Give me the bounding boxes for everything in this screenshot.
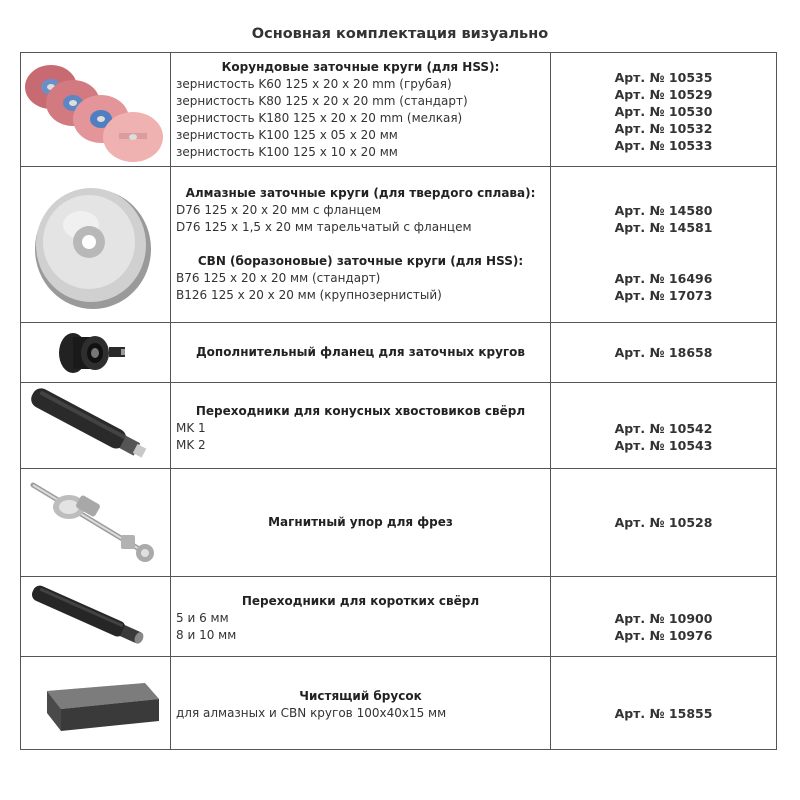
table-row bbox=[21, 577, 776, 657]
diamond-wheel-image bbox=[21, 167, 171, 322]
item-spec: зернистость K100 125 x 10 x 20 мм bbox=[176, 145, 398, 159]
equipment-table bbox=[20, 52, 777, 750]
table-row bbox=[21, 469, 776, 577]
article-number: Арт. № 18658 bbox=[614, 345, 713, 360]
item-title: Магнитный упор для фрез bbox=[268, 515, 453, 529]
article-number: Арт. № 10529 bbox=[614, 87, 713, 102]
item-spec: D76 125 x 20 x 20 мм с фланцем bbox=[176, 203, 382, 217]
item-title: Переходники для конусных хвостовиков свёрл bbox=[195, 404, 526, 418]
article-number: Арт. № 10535 bbox=[614, 70, 713, 85]
description-cell bbox=[171, 323, 551, 382]
item-spec: зернистость K60 125 x 20 x 20 mm (грубая) bbox=[176, 77, 452, 91]
item-title: Чистящий брусок bbox=[299, 689, 422, 703]
article-number: Арт. № 15855 bbox=[614, 706, 713, 721]
article-number: Арт. № 10542 bbox=[614, 421, 713, 436]
article-number: Арт. № 10533 bbox=[614, 138, 713, 153]
article-cell bbox=[551, 167, 776, 322]
item-spec: D76 125 x 1,5 x 20 мм тарельчатый с фланцем bbox=[176, 220, 472, 234]
item-title: Алмазные заточные круги (для твердого сплава): bbox=[185, 186, 536, 200]
item-spec: B76 125 x 20 x 20 мм (стандарт) bbox=[176, 271, 381, 285]
item-spec: для алмазных и CBN кругов 100x40x15 мм bbox=[176, 706, 447, 720]
cleaning-block-image bbox=[21, 657, 171, 749]
corundum-wheels-image bbox=[21, 53, 171, 166]
item-title: Корундовые заточные круги (для HSS): bbox=[221, 60, 500, 74]
article-cell bbox=[551, 577, 776, 656]
item-spec: зернистость K180 125 x 20 x 20 mm (мелкая) bbox=[176, 111, 463, 125]
article-number: Арт. № 10528 bbox=[614, 515, 713, 530]
item-title: Переходники для коротких свёрл bbox=[241, 594, 480, 608]
item-spec: зернистость K80 125 x 20 x 20 mm (стандарт) bbox=[176, 94, 468, 108]
flange-image bbox=[21, 323, 171, 382]
taper-adapter-image bbox=[21, 383, 171, 468]
item-spec: B126 125 x 20 x 20 мм (крупнозернистый) bbox=[176, 288, 442, 302]
description-cell bbox=[171, 383, 551, 468]
description-cell bbox=[171, 577, 551, 656]
item-spec: 5 и 6 мм bbox=[176, 611, 229, 625]
table-row bbox=[21, 657, 776, 749]
table-row bbox=[21, 383, 776, 469]
article-number: Арт. № 10532 bbox=[614, 121, 713, 136]
article-number: Арт. № 14580 bbox=[614, 203, 713, 218]
table-row bbox=[21, 167, 776, 323]
item-spec: MK 1 bbox=[176, 421, 206, 435]
article-cell bbox=[551, 657, 776, 749]
description-cell bbox=[171, 469, 551, 576]
description-cell bbox=[171, 657, 551, 749]
article-cell bbox=[551, 469, 776, 576]
item-spec: 8 и 10 мм bbox=[176, 628, 237, 642]
short-drill-adapter-image bbox=[21, 577, 171, 656]
item-subtitle: CBN (боразоновые) заточные круги (для HSS): bbox=[197, 254, 524, 268]
item-spec: MK 2 bbox=[176, 438, 206, 452]
article-number: Арт. № 10543 bbox=[614, 438, 713, 453]
article-number: Арт. № 10900 bbox=[614, 611, 713, 626]
item-title: Дополнительный фланец для заточных кругов bbox=[195, 345, 526, 359]
description-cell bbox=[171, 167, 551, 322]
description-cell bbox=[171, 53, 551, 166]
article-cell bbox=[551, 383, 776, 468]
article-number: Арт. № 16496 bbox=[614, 271, 713, 286]
article-number: Арт. № 17073 bbox=[614, 288, 713, 303]
page-title: Основная комплектация визуально bbox=[251, 26, 549, 42]
table-row bbox=[21, 323, 776, 383]
article-number: Арт. № 10530 bbox=[614, 104, 713, 119]
article-number: Арт. № 10976 bbox=[614, 628, 713, 643]
article-cell bbox=[551, 323, 776, 382]
magnetic-stop-image bbox=[21, 469, 171, 576]
article-number: Арт. № 14581 bbox=[614, 220, 713, 235]
item-spec: зернистость K100 125 x 05 x 20 мм bbox=[176, 128, 398, 142]
table-row bbox=[21, 53, 776, 167]
article-cell bbox=[551, 53, 776, 166]
